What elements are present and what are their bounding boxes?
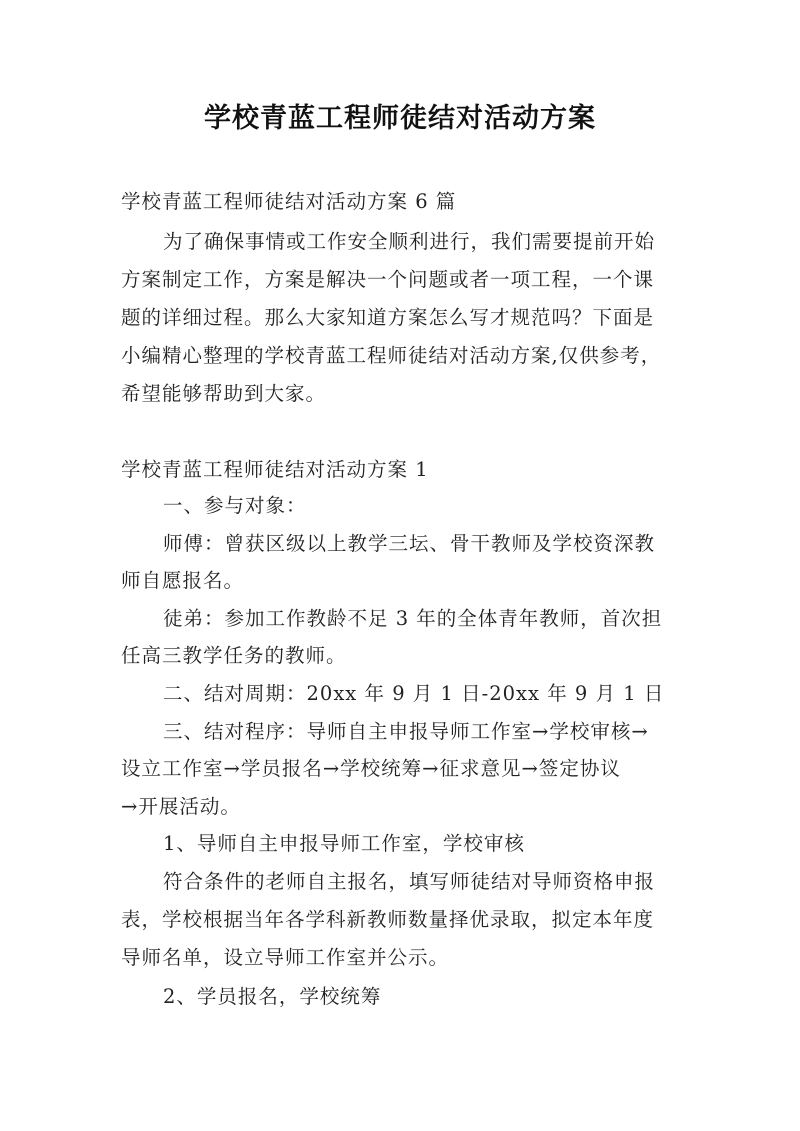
body-line-6: 二、结对周期：20xx 年 9 月 1 日-20xx 年 9 月 1 日: [163, 682, 665, 705]
body-line-5: 任高三教学任务的教师。: [121, 644, 347, 667]
section-heading: 学校青蓝工程师徒结对活动方案 1: [121, 458, 429, 481]
body-line-9: →开展活动。: [121, 795, 241, 818]
body-line-3: 师自愿报名。: [121, 569, 245, 592]
intro-line-3: 题的详细过程。那么大家知道方案怎么写才规范吗？下面是: [121, 306, 655, 329]
body-line-14: 2、学员报名，学校统筹: [163, 985, 382, 1008]
body-line-10: 1、导师自主申报导师工作室，学校审核: [163, 832, 525, 855]
body-line-8: 设立工作室→学员报名→学校统筹→征求意见→签定协议: [121, 757, 621, 780]
intro-line-5: 希望能够帮助到大家。: [121, 382, 327, 405]
body-line-13: 导师名单，设立导师工作室并公示。: [121, 946, 450, 969]
intro-line-4: 小编精心整理的学校青蓝工程师徒结对活动方案,仅供参考，: [121, 344, 662, 367]
body-line-7: 三、结对程序：导师自主申报导师工作室→学校审核→: [163, 720, 649, 743]
body-line-2: 师傅：曾获区级以上教学三坛、骨干教师及学校资深教: [163, 532, 656, 555]
body-line-1: 一、参与对象：: [163, 494, 307, 517]
body-line-11: 符合条件的老师自主报名，填写师徒结对导师资格申报: [163, 870, 656, 893]
body-line-12: 表，学校根据当年各学科新教师数量择优录取，拟定本年度: [121, 908, 655, 931]
body-line-4: 徒弟：参加工作教龄不足 3 年的全体青年教师，首次担: [163, 607, 663, 630]
intro-line-1: 为了确保事情或工作安全顺利进行，我们需要提前开始: [163, 230, 656, 253]
subtitle-line: 学校青蓝工程师徒结对活动方案 6 篇: [121, 190, 457, 213]
intro-line-2: 方案制定工作，方案是解决一个问题或者一项工程，一个课: [121, 268, 655, 291]
document-title: 学校青蓝工程师徒结对活动方案: [204, 103, 596, 134]
